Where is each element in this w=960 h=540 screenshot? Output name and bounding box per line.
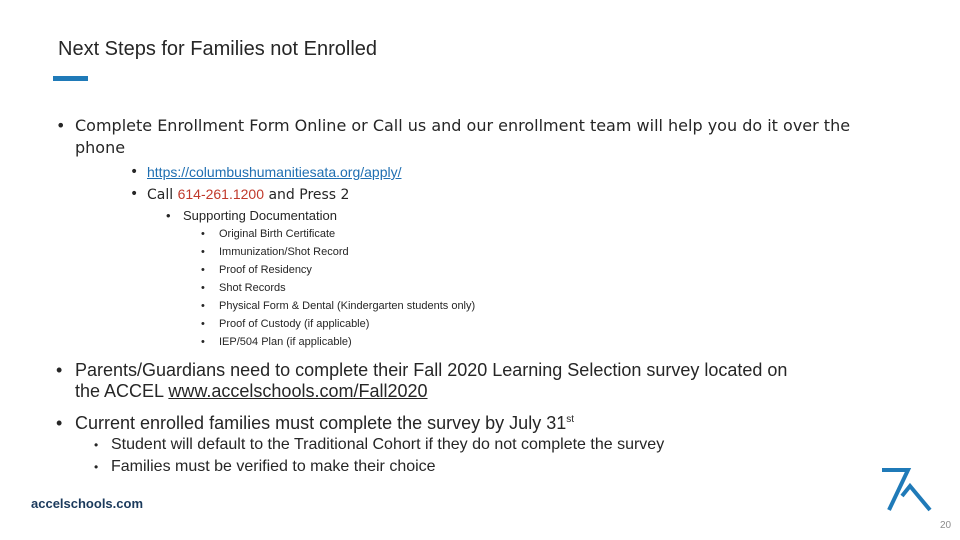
call-suffix: and Press 2 (264, 187, 350, 203)
call-number: 614-261.1200 (177, 186, 265, 202)
deadline-sub-item: Student will default to the Traditional Cohort if they do not complete the survey (111, 436, 665, 453)
doc-item: Proof of Custody (if applicable) (219, 318, 370, 330)
page-number: 20 (940, 520, 952, 531)
accel-logo-icon (880, 466, 932, 512)
title-accent-bar (53, 76, 88, 81)
bullet: • (201, 282, 205, 294)
bullet: • (130, 164, 139, 180)
deadline-text (75, 413, 574, 434)
footer-logo: accelschools.com (31, 496, 143, 511)
survey-prefix: the ACCEL (75, 381, 169, 401)
doc-item: Shot Records (219, 282, 286, 294)
bullet: • (56, 116, 66, 135)
deadline-sub-item: Families must be verified to make their choice (111, 458, 436, 475)
bullet: • (166, 208, 171, 223)
call-line (147, 185, 349, 205)
doc-item: Physical Form & Dental (Kindergarten students only) (219, 300, 476, 312)
deadline-main: Current enrolled families must complete the survey by July 31 (75, 413, 567, 433)
bullet: • (201, 228, 205, 240)
bullet: • (201, 246, 205, 258)
bullet: • (56, 360, 63, 380)
bullet: • (201, 336, 205, 348)
bullet: • (94, 438, 99, 452)
survey-text-line-1: Parents/Guardians need to complete their Fall 2020 Learning Selection survey located on (75, 360, 788, 380)
doc-item: IEP/504 Plan (if applicable) (219, 336, 352, 348)
docs-heading: Supporting Documentation (183, 208, 337, 223)
call-prefix: Call (147, 187, 178, 203)
bullet: • (201, 318, 205, 330)
bullet: • (201, 300, 205, 312)
slide-title: Next Steps for Families not Enrolled (58, 38, 378, 60)
deadline-suffix: st (566, 414, 574, 425)
doc-item: Immunization/Shot Record (219, 246, 349, 258)
doc-item: Proof of Residency (219, 264, 312, 276)
apply-link[interactable]: https://columbushumanitiesata.org/apply/ (147, 164, 402, 180)
bullet: • (201, 264, 205, 276)
bullet: • (130, 186, 139, 202)
bullet: • (94, 460, 99, 474)
bullet: • (56, 413, 63, 433)
doc-item: Original Birth Certificate (219, 228, 336, 240)
enroll-text-line-2: phone (75, 138, 126, 157)
enroll-text-line-1: Complete Enrollment Form Online or Call us and our enrollment team will help you do it over the (75, 116, 851, 135)
survey-text-line-2 (75, 381, 428, 402)
fall2020-link[interactable]: www.accelschools.com/Fall2020 (168, 381, 428, 401)
